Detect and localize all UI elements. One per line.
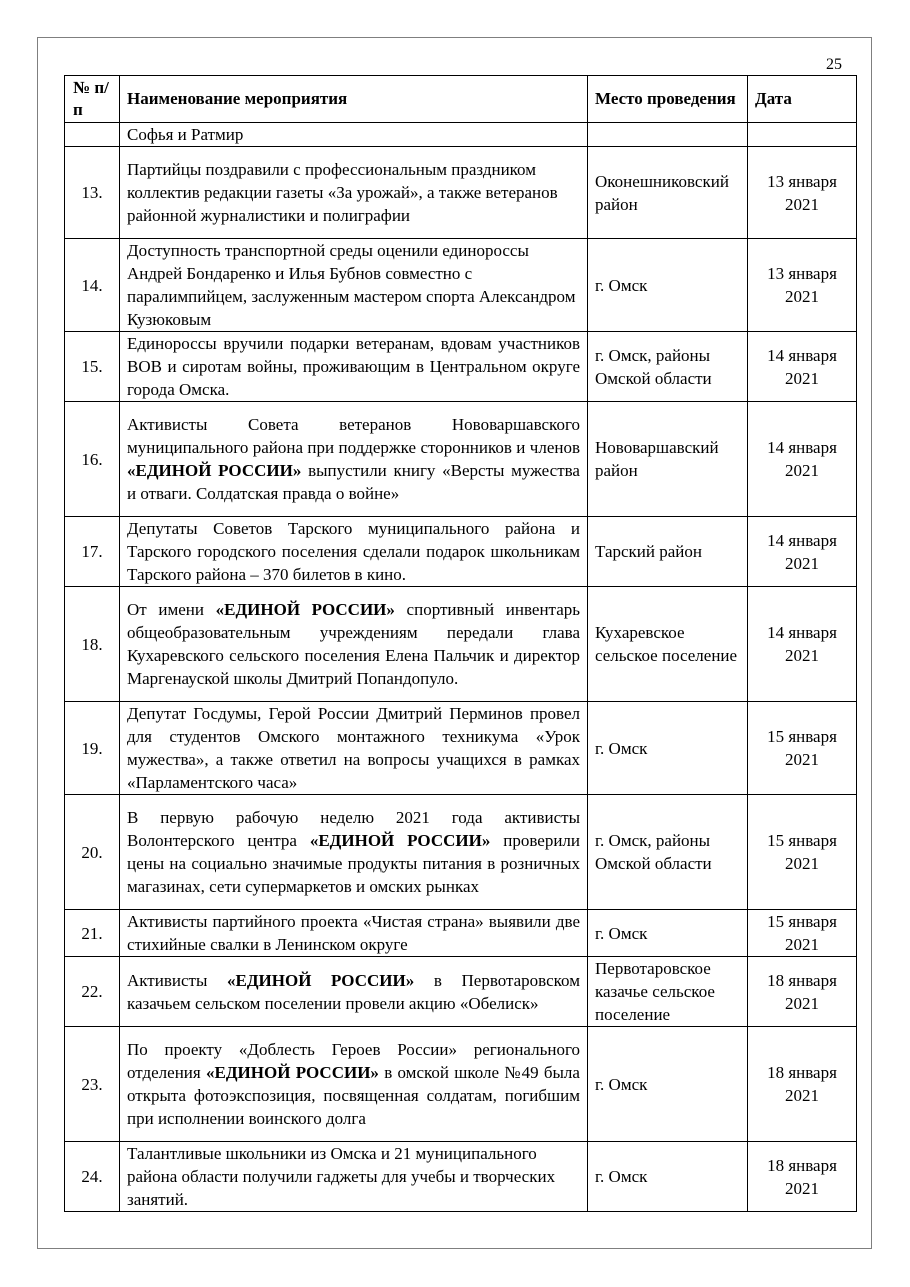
event-place: г. Омск bbox=[588, 910, 748, 957]
event-place: Оконешниковский район bbox=[588, 147, 748, 239]
events-table bbox=[64, 75, 857, 1212]
event-date: 18 января 2021 bbox=[748, 1027, 857, 1142]
event-place: Тарский район bbox=[588, 517, 748, 587]
event-place: г. Омск bbox=[588, 1027, 748, 1142]
page-number: 25 bbox=[826, 56, 842, 73]
table-row bbox=[65, 957, 857, 1027]
header-num: № п/п bbox=[65, 76, 120, 123]
event-date: 13 января 2021 bbox=[748, 147, 857, 239]
event-place: г. Омск, районы Омской области bbox=[588, 795, 748, 910]
event-date: 15 января 2021 bbox=[748, 795, 857, 910]
row-number bbox=[65, 123, 120, 147]
event-text: спортивный инвентарь общеобразовательным учреждениям передали глава Кухаревского сельского поселения Елена Пальчик и директор Маргенауской школы Дмитрий Попандопуло. bbox=[127, 600, 580, 688]
row-number: 23. bbox=[65, 1027, 120, 1142]
event-place: г. Омск bbox=[588, 702, 748, 795]
party-name-bold: «ЕДИНОЙ РОССИИ» bbox=[226, 970, 415, 990]
event-place bbox=[588, 123, 748, 147]
event-name bbox=[120, 147, 588, 239]
event-name bbox=[120, 517, 588, 587]
row-number: 13. bbox=[65, 147, 120, 239]
row-number: 14. bbox=[65, 239, 120, 332]
event-name bbox=[120, 957, 588, 1027]
event-place: Первотаровское казачье сельское поселение bbox=[588, 957, 748, 1027]
event-date: 14 января 2021 bbox=[748, 402, 857, 517]
event-date: 13 января 2021 bbox=[748, 239, 857, 332]
event-text: проверили цены на социально значимые продукты питания в розничных магазинах, сети супермаркетов и омских рынках bbox=[127, 831, 580, 896]
event-text: Активисты партийного проекта «Чистая страна» выявили две стихийные свалки в Ленинском округе bbox=[127, 912, 580, 954]
event-place: Нововаршавский район bbox=[588, 402, 748, 517]
row-number: 18. bbox=[65, 587, 120, 702]
event-date bbox=[748, 123, 857, 147]
event-text: Депутат Госдумы, Герой России Дмитрий Перминов провел для студентов Омского монтажного техникума «Урок мужества», а также ответил на вопросы учащихся в рамках «Парламентского часа» bbox=[127, 704, 580, 792]
event-place: Кухаревское сельское поселение bbox=[588, 587, 748, 702]
event-text: Депутаты Советов Тарского муниципального района и Тарского городского поселения сделали подарок школьникам Тарского района – 370 билетов в кино. bbox=[127, 519, 580, 584]
event-text: Партийцы поздравили с профессиональным праздником коллектив редакции газеты «За урожай», а также ветеранов районной журналистики и полиграфии bbox=[127, 160, 558, 225]
table-row bbox=[65, 517, 857, 587]
table-row bbox=[65, 1027, 857, 1142]
event-text: По проекту «Доблесть Героев России» регионального отделения bbox=[127, 1040, 580, 1082]
event-name bbox=[120, 332, 588, 402]
event-name bbox=[120, 702, 588, 795]
event-date: 15 января 2021 bbox=[748, 702, 857, 795]
table-header-row bbox=[65, 76, 857, 123]
table-row bbox=[65, 147, 857, 239]
event-date: 18 января 2021 bbox=[748, 1142, 857, 1212]
table-body bbox=[65, 123, 857, 1212]
table-row bbox=[65, 123, 857, 147]
table-row bbox=[65, 239, 857, 332]
table-row bbox=[65, 332, 857, 402]
table-row bbox=[65, 910, 857, 957]
table-row bbox=[65, 1142, 857, 1212]
table-row bbox=[65, 402, 857, 517]
event-text: Софья и Ратмир bbox=[127, 125, 244, 144]
row-number: 21. bbox=[65, 910, 120, 957]
table-row bbox=[65, 795, 857, 910]
row-number: 19. bbox=[65, 702, 120, 795]
event-date: 14 января 2021 bbox=[748, 517, 857, 587]
event-name bbox=[120, 1027, 588, 1142]
event-text: в омской школе №49 была открыта фотоэкспозиция, посвященная солдатам, погибшим при исполнении воинского долга bbox=[127, 1063, 580, 1128]
event-name bbox=[120, 123, 588, 147]
event-text: Активисты Совета ветеранов Нововаршавского муниципального района при поддержке сторонников и членов bbox=[127, 415, 580, 457]
event-text: Талантливые школьники из Омска и 21 муниципального района области получили гаджеты для учебы и творческих занятий. bbox=[127, 1144, 556, 1209]
table-row bbox=[65, 587, 857, 702]
event-name bbox=[120, 587, 588, 702]
row-number: 20. bbox=[65, 795, 120, 910]
event-text: в Первотаровском казачьем сельском поселении провели акцию «Обелиск» bbox=[127, 970, 580, 1013]
event-text: выпустили книгу «Версты мужества и отваги. Солдатская правда о войне» bbox=[127, 461, 580, 503]
row-number: 16. bbox=[65, 402, 120, 517]
event-text: Активисты bbox=[127, 970, 227, 990]
event-name bbox=[120, 239, 588, 332]
row-number: 22. bbox=[65, 957, 120, 1027]
event-text: В первую рабочую неделю 2021 года активисты Волонтерского центра bbox=[127, 808, 580, 850]
party-name-bold: «ЕДИНОЙ РОССИИ» bbox=[127, 461, 302, 480]
event-name bbox=[120, 402, 588, 517]
event-text: От имени bbox=[127, 600, 216, 619]
party-name-bold: «ЕДИНОЙ РОССИИ» bbox=[206, 1063, 379, 1082]
header-date: Дата bbox=[748, 76, 857, 123]
event-date: 14 января 2021 bbox=[748, 332, 857, 402]
header-name: Наименование мероприятия bbox=[120, 76, 588, 123]
party-name-bold: «ЕДИНОЙ РОССИИ» bbox=[215, 600, 395, 619]
row-number: 24. bbox=[65, 1142, 120, 1212]
event-place: г. Омск bbox=[588, 239, 748, 332]
event-text: Доступность транспортной среды оценили единороссы Андрей Бондаренко и Илья Бубнов совместно с паралимпийцем, заслуженным мастером спорта Александром Кузюковым bbox=[127, 241, 576, 329]
event-date: 15 января 2021 bbox=[748, 910, 857, 957]
event-text: Единороссы вручили подарки ветеранам, вдовам участников ВОВ и сиротам войны, проживающим в Центральном округе города Омска. bbox=[127, 334, 580, 399]
event-place: г. Омск bbox=[588, 1142, 748, 1212]
event-date: 14 января 2021 bbox=[748, 587, 857, 702]
table-row bbox=[65, 702, 857, 795]
party-name-bold: «ЕДИНОЙ РОССИИ» bbox=[309, 831, 491, 850]
row-number: 17. bbox=[65, 517, 120, 587]
header-place: Место проведения bbox=[588, 76, 748, 123]
event-name bbox=[120, 910, 588, 957]
event-date: 18 января 2021 bbox=[748, 957, 857, 1027]
event-place: г. Омск, районы Омской области bbox=[588, 332, 748, 402]
event-name bbox=[120, 1142, 588, 1212]
event-name bbox=[120, 795, 588, 910]
row-number: 15. bbox=[65, 332, 120, 402]
